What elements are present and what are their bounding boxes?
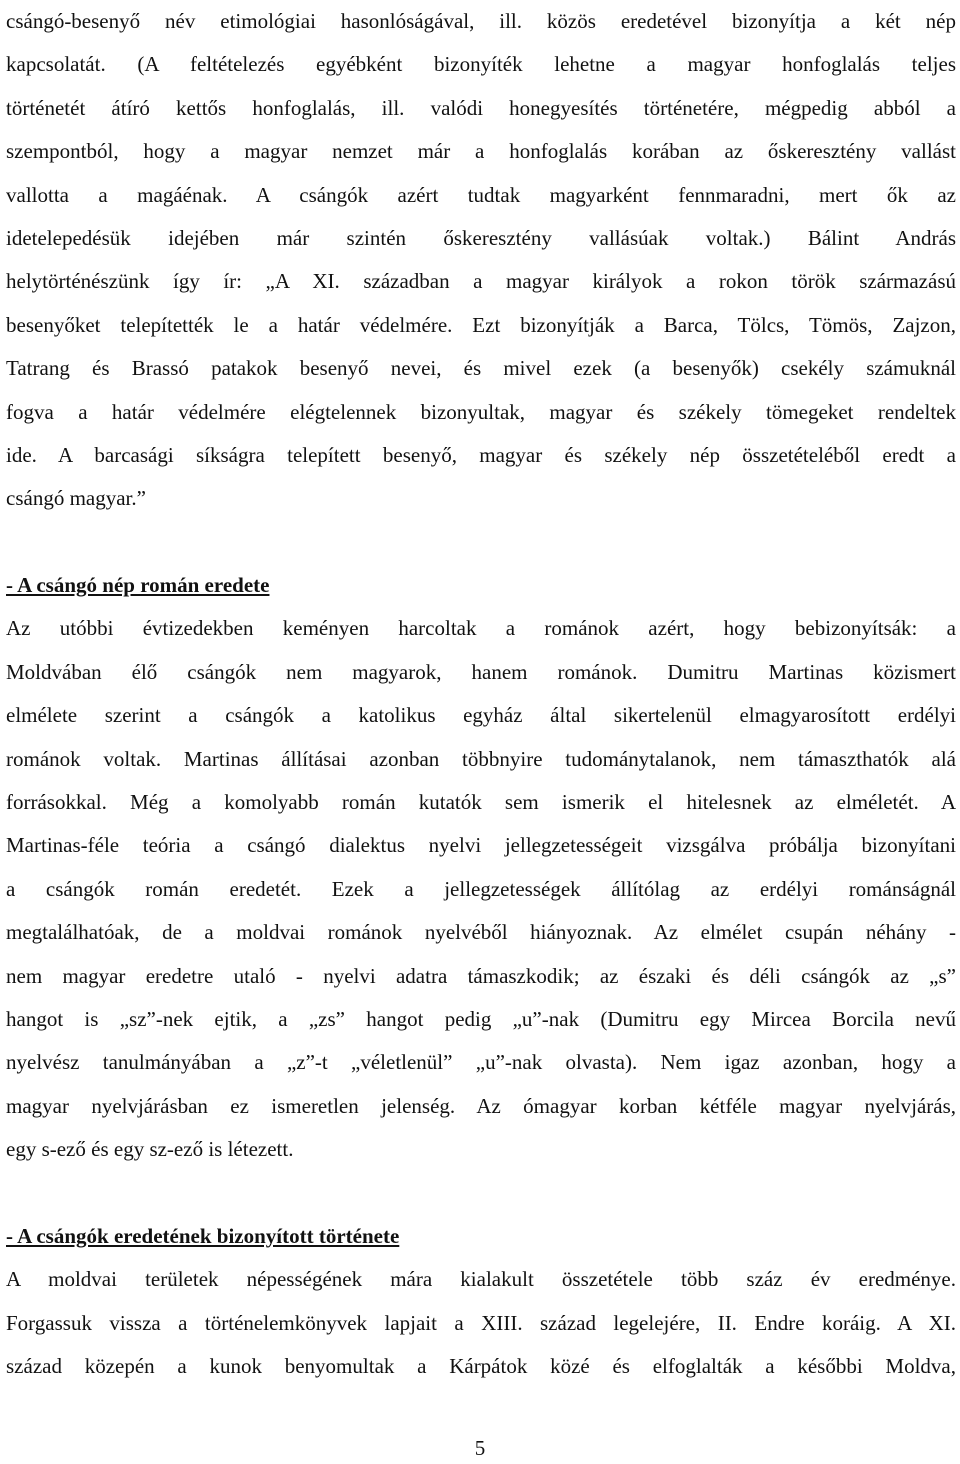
page-number: 5 [474,1436,486,1460]
text-line: Moldvában élő csángók nem magyarok, hanem románok. Dumitru Martinas közismert [6,659,956,684]
text-line: Tatrang és Brassó patakok besenyő nevei, és mivel ezek (a besenyők) csekély számuknál [6,356,956,381]
text-line: hangot is „sz”-nek ejtik, a „zs” hangot pedig „u”-nak (Dumitru egy Mircea Borcila nevű [6,1006,956,1031]
text-line: nyelvész tanulmányában a „z”-t „véletlenül” „u”-nak olvasta). Nem igaz azonban, hogy a [6,1050,956,1075]
text-line: kapcsolatát. (A feltételezés egyébként bizonyíték lehetne a magyar honfoglalás teljes [6,52,956,77]
text-line: Forgassuk vissza a történelemkönyvek lapjait a XIII. század legelejére, II. Endre koráig. A XI. [6,1310,956,1335]
text-line: Az utóbbi évtizedekben keményen harcoltak a románok azért, hogy bebizonyítsák: a [6,616,956,641]
section-heading-text: - A csángó nép román eredete [6,573,270,598]
text-line: a csángók román eredetét. Ezek a jellegzetességek állítólag az erdélyi románságnál [6,876,956,901]
section-heading-text: - A csángók eredetének bizonyított története [6,1223,400,1248]
paragraph-p3 [6,1215,956,1389]
text-line: besenyőket telepítették le a határ védelmére. Ezt bizonyítják a Barca, Tölcs, Tömös, Zajzon, [6,312,956,337]
text-line: ide. A barcasági síkságra telepített besenyő, magyar és székely nép összetételéből eredt a [6,442,956,467]
text-line: nem magyar eredetre utaló - nyelvi adatra támaszkodik; az északi és déli csángók az „s” [6,963,956,988]
document-body [6,0,956,1389]
paragraph-gap [6,1172,956,1215]
text-line: csángó magyar.” [6,486,146,511]
text-line: egy s-ező és egy sz-ező is létezett. [6,1137,294,1162]
text-line: helytörténészünk így ír: „A XI. században a magyar királyok a rokon török származású [6,269,956,294]
text-line: elmélete szerint a csángók a katolikus egyház által sikertelenül elmagyarosított erdélyi [6,703,956,728]
text-line: vallotta a magáénak. A csángók azért tudtak magyarként fennmaradni, mert ők az [6,182,956,207]
text-line: megtalálhatóak, de a moldvai románok nyelvéből hiányoznak. Az elmélet csupán néhány - [6,920,956,945]
paragraph-p2 [6,564,956,1171]
document-page [6,0,956,1389]
text-line: fogva a határ védelmére elégtelennek bizonyultak, magyar és székely tömegeket rendeltek [6,399,956,424]
text-line: történetét átíró kettős honfoglalás, ill. valódi honegyesítés történetére, mégpedig abból a [6,95,956,120]
text-line: forrásokkal. Még a komolyabb román kutatók sem ismerik el hitelesnek az elméletét. A [6,790,956,815]
text-line: szempontból, hogy a magyar nemzet már a honfoglalás korában az őskeresztény vallást [6,139,956,164]
section-heading [6,1215,956,1258]
paragraph-p1 [6,0,956,521]
paragraph-gap [6,521,956,564]
text-line: A moldvai területek népességének mára kialakult összetétele több száz év eredménye. [6,1267,956,1292]
text-line: románok voltak. Martinas állításai azonban többnyire tudománytalanok, nem támaszthatók alá [6,746,956,771]
text-line: század közepén a kunok benyomultak a Kárpátok közé és elfoglalták a későbbi Moldva, [6,1354,956,1379]
text-line: idetelepedésük idejében már szintén őskeresztény vallásúak voltak.) Bálint András [6,225,956,250]
section-heading [6,564,956,607]
text-line: Martinas-féle teória a csángó dialektus nyelvi jellegzetességeit vizsgálva próbálja bizonyítani [6,833,956,858]
text-line: csángó-besenyő név etimológiai hasonlóságával, ill. közös eredetével bizonyítja a két nép [6,9,956,33]
text-line: magyar nyelvjárásban ez ismeretlen jelenség. Az ómagyar korban kétféle magyar nyelvjárás, [6,1093,956,1118]
